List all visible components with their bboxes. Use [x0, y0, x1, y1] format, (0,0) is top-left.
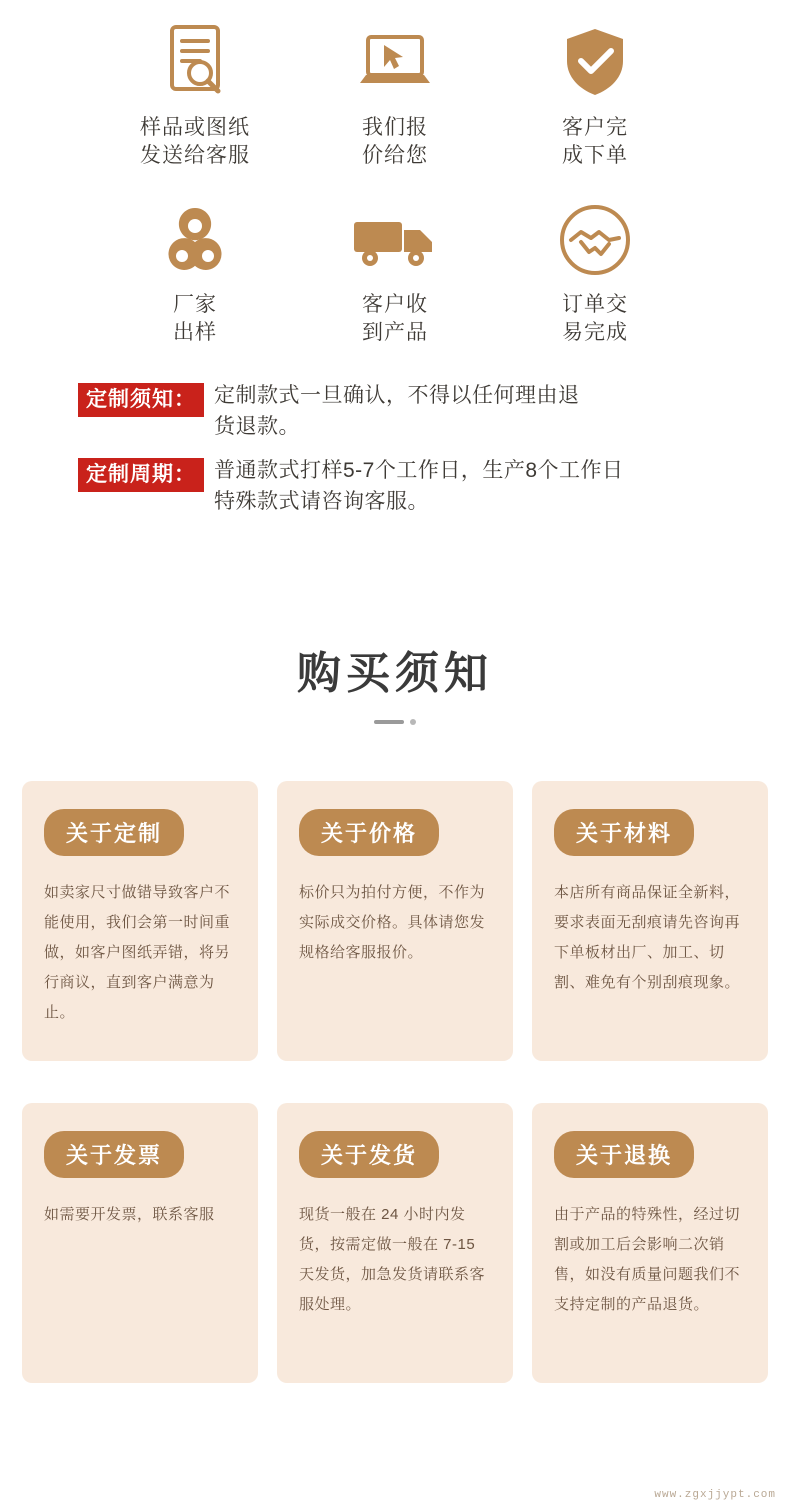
notice-text: 定制款式一旦确认，不得以任何理由退 货退款。	[214, 384, 580, 438]
process-step-3	[495, 20, 695, 171]
laptop-cursor-icon	[295, 20, 495, 106]
info-card	[22, 781, 258, 1061]
process-step-label: 客户完 成下单	[562, 116, 628, 168]
process-step-2	[295, 20, 495, 171]
card-text: 现货一般在 24 小时内发货，按需定做一般在 7-15 天发货，加急发货请联系客服处理。	[299, 1206, 486, 1314]
notice-tag: 定制须知：	[78, 383, 204, 417]
card-row-1	[22, 781, 768, 1061]
title-underline	[372, 719, 418, 725]
document-search-icon	[95, 20, 295, 106]
card-badge: 关于价格	[299, 809, 439, 856]
notice-text: 普通款式打样5-7个工作日，生产8个工作日 特殊款式请咨询客服。	[214, 459, 624, 513]
card-badge: 关于发票	[44, 1131, 184, 1178]
factory-gear-icon	[95, 197, 295, 283]
process-step-label: 客户收 到产品	[362, 292, 428, 345]
notice-row	[78, 381, 750, 442]
card-text: 本店所有商品保证全新料，要求表面无刮痕请先咨询再下单板材出厂、加工、切割、难免有个别刮痕现象。	[554, 884, 741, 992]
info-card	[532, 781, 768, 1061]
underline-bar	[374, 720, 404, 724]
process-step-4	[95, 197, 295, 348]
notice-tag: 定制周期：	[78, 458, 204, 492]
info-card	[22, 1103, 258, 1383]
process-step-label: 我们报 价给您	[362, 116, 428, 168]
card-badge: 关于材料	[554, 809, 694, 856]
notices-section	[0, 381, 790, 517]
shield-check-icon	[495, 20, 695, 106]
process-step-label: 样品或图纸 发送给客服	[140, 116, 250, 168]
card-badge: 关于退换	[554, 1131, 694, 1178]
card-text: 如卖家尺寸做错导致客户不能使用，我们会第一时间重做，如客户图纸弄错，将另行商议，直到客户满意为止。	[44, 884, 231, 1022]
info-card	[532, 1103, 768, 1383]
process-row-2	[0, 197, 790, 348]
process-step-label: 厂家 出样	[173, 292, 217, 345]
process-step-label: 订单交 易完成	[562, 292, 628, 345]
cards-section	[0, 781, 790, 1383]
delivery-truck-icon	[295, 197, 495, 283]
section-header	[0, 637, 790, 725]
card-row-2	[22, 1103, 768, 1383]
underline-dot	[410, 719, 416, 725]
card-text: 标价只为拍付方便，不作为实际成交价格。具体请您发规格给客服报价。	[299, 884, 486, 962]
process-step-5	[295, 197, 495, 348]
process-step-1	[95, 20, 295, 171]
card-text: 由于产品的特殊性，经过切割或加工后会影响二次销售，如没有质量问题我们不支持定制的产品退货。	[554, 1206, 741, 1314]
process-step-6	[495, 197, 695, 348]
page-title: 购买须知	[297, 649, 493, 699]
watermark: www.zgxjjypt.com	[654, 1489, 776, 1501]
info-card	[277, 781, 513, 1061]
process-section	[0, 0, 790, 347]
card-text: 如需要开发票，联系客服	[44, 1206, 215, 1224]
handshake-icon	[495, 197, 695, 283]
info-card	[277, 1103, 513, 1383]
notice-row	[78, 456, 750, 517]
card-badge: 关于发货	[299, 1131, 439, 1178]
card-badge: 关于定制	[44, 809, 184, 856]
process-row-1	[0, 20, 790, 171]
